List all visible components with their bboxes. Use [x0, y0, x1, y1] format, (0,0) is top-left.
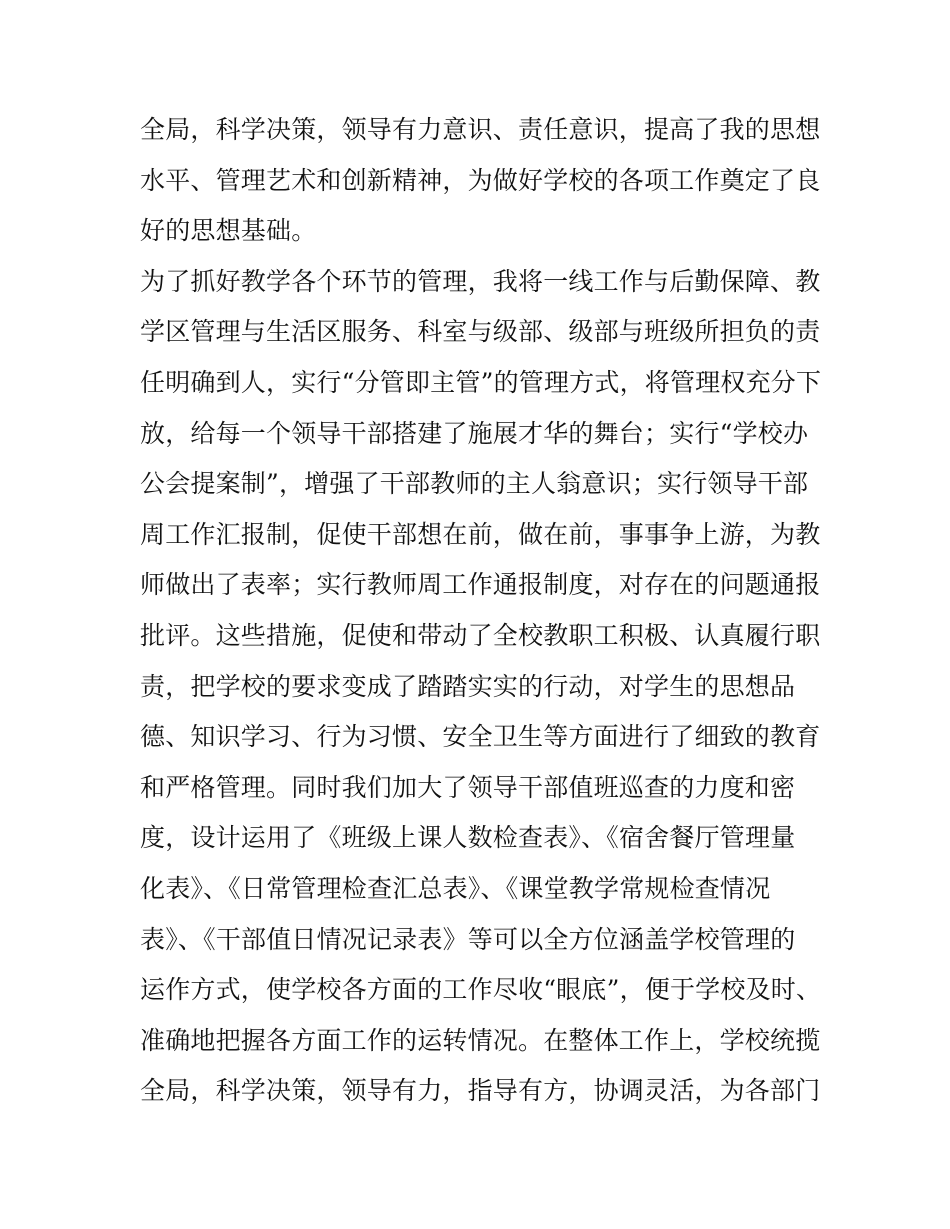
text-line: 水平、管理艺术和创新精神，为做好学校的各项工作奠定了良: [140, 165, 821, 195]
text-line: 和严格管理。同时我们加大了领导干部值班巡查的力度和密: [140, 772, 796, 802]
text-line: 责，把学校的要求变成了踏踏实实的行动，对学生的思想品: [140, 671, 796, 701]
text-line: 准确地把握各方面工作的运转情况。在整体工作上，学校统揽: [140, 1025, 821, 1055]
text-line: 度，设计运用了《班级上课人数检查表》、《宿舍餐厅管理量: [140, 823, 796, 853]
text-line: 任明确到人，实行“分管即主管”的管理方式，将管理权充分下: [140, 367, 822, 397]
text-line: 德、知识学习、行为习惯、安全卫生等方面进行了细致的教育: [140, 722, 821, 752]
text-line: 放，给每一个领导干部搭建了施展才华的舞台；实行“学校办: [140, 418, 809, 448]
body-text: [140, 105, 820, 1117]
text-line: 化表》、《日常管理检查汇总表》、《课堂教学常规检查情况: [140, 873, 771, 903]
text-line: 好的思想基础。: [140, 216, 317, 246]
text-line: 师做出了表率；实行教师周工作通报制度，对存在的问题通报: [140, 570, 821, 600]
text-line: 全局，科学决策，领导有力，指导有方，协调灵活，为各部门: [140, 1076, 821, 1106]
text-line: 为了抓好教学各个环节的管理，我将一线工作与后勤保障、教: [140, 266, 821, 296]
text-line: 周工作汇报制，促使干部想在前，做在前，事事争上游，为教: [140, 519, 821, 549]
text-line: 批评。这些措施，促使和带动了全校教职工积极、认真履行职: [140, 620, 821, 650]
text-line: 公会提案制”，增强了干部教师的主人翁意识；实行领导干部: [140, 469, 809, 499]
text-line: 表》、《干部值日情况记录表》等可以全方位涵盖学校管理的: [140, 924, 796, 954]
text-line: 全局，科学决策，领导有力意识、责任意识，提高了我的思想: [140, 115, 821, 144]
text-line: 学区管理与生活区服务、科室与级部、级部与班级所担负的责: [140, 317, 821, 347]
text-line: 运作方式，使学校各方面的工作尽收“眼底”，便于学校及时、: [140, 975, 822, 1005]
